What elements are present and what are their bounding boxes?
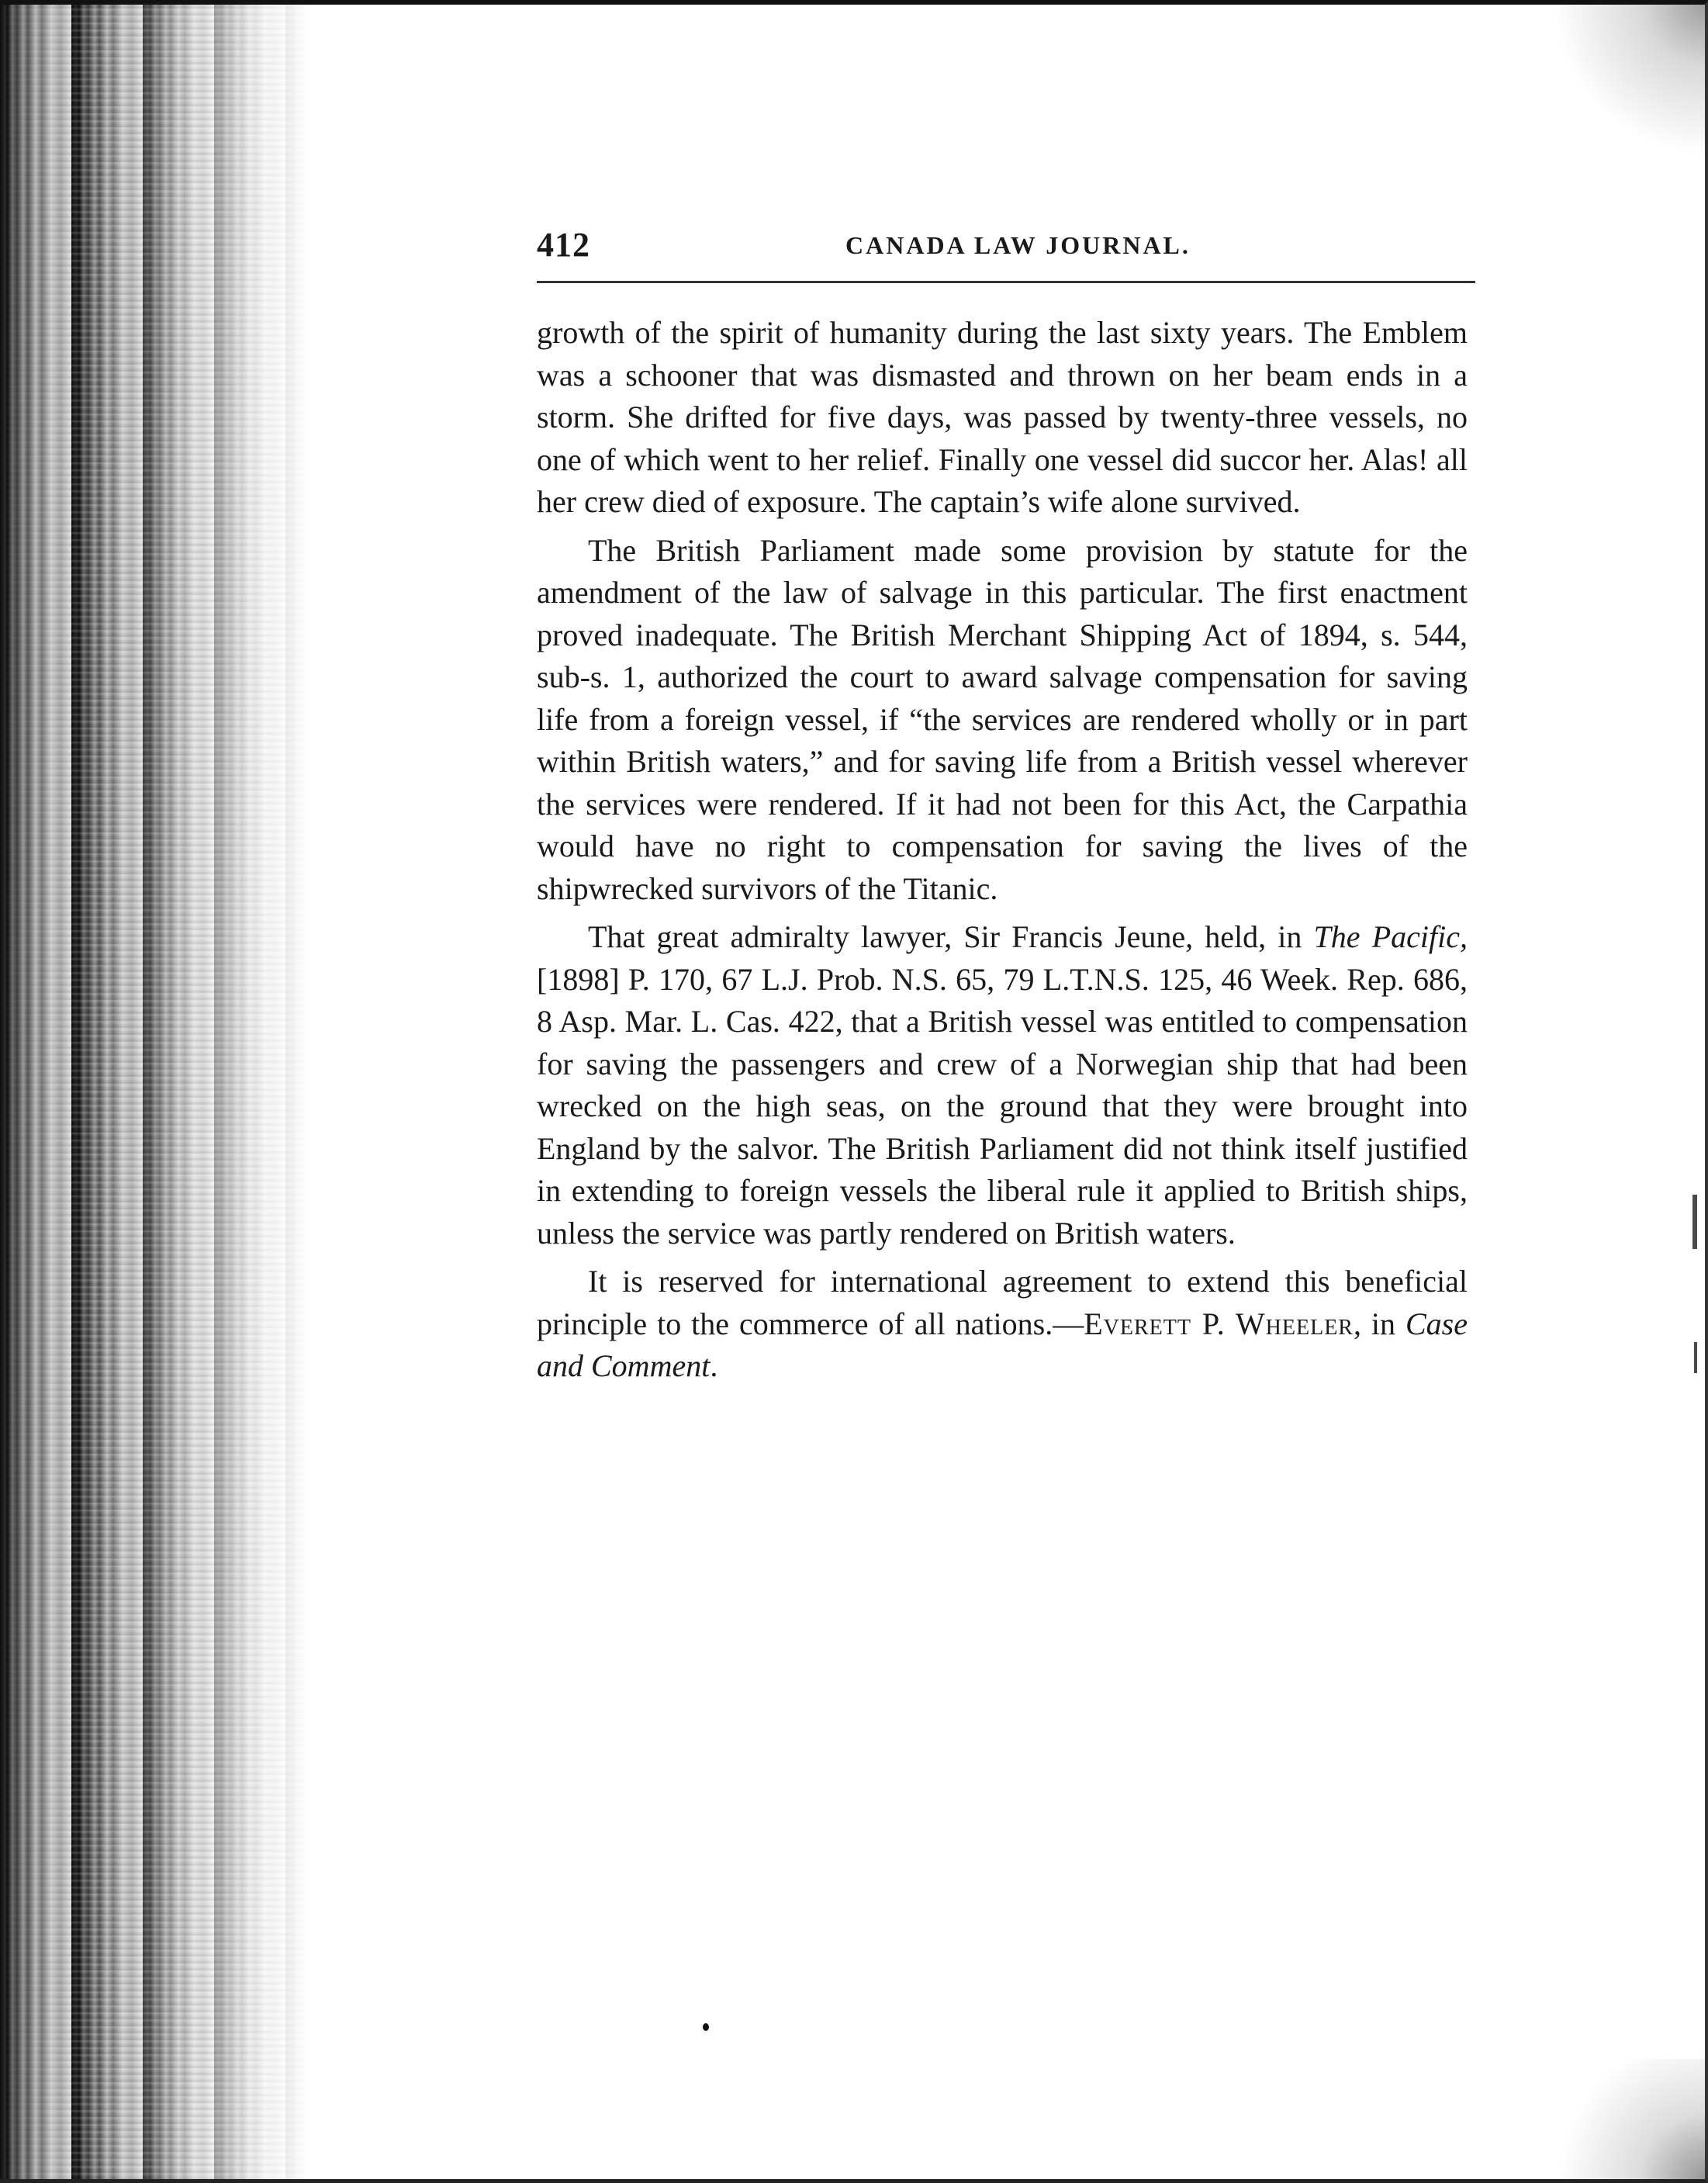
paragraph-3: [537, 916, 1468, 1254]
source-prefix: , in: [1353, 1306, 1405, 1341]
case-name: The Pacific,: [1313, 919, 1468, 954]
source-title: Case and Comment: [537, 1306, 1468, 1383]
paragraph-4: [537, 1261, 1468, 1388]
page-number: 412: [537, 226, 590, 264]
paragraph-4-text: It is reserved for international agreement to extend this beneficial principle to the commerce of all nations.—: [537, 1264, 1468, 1341]
paragraph-3-text: That great admiralty lawyer, Sir Francis Jeune, held, in: [588, 919, 1314, 954]
scan-speck: [703, 2023, 709, 2031]
paragraph-3-citation: [1898] P. 170, 67 L.J. Prob. N.S. 65, 79 L.T.N.S. 125, 46 Week. Rep. 686, 8 Asp. Mar. L. Cas. 422, that a British vessel was entitled to compensation for saving the passengers and crew of a Norwegian ship that had been wrecked on the high seas, on the ground that they were brought into England by the salvor. The British Parliament did not think itself justified in extending to foreign vessels the liberal rule it applied to British ships, unless the service was partly rendered on British waters.: [537, 961, 1468, 1251]
paragraph-1: growth of the spirit of humanity during the last sixty years. The Emblem was a schooner that was dismasted and thrown on her beam ends in a storm. She drifted for five days, was passed by twenty-three vessels, no one of which went to her relief. Finally one vessel did succor her. Alas! all her crew died of exposure. The captain’s wife alone survived.: [537, 315, 1468, 519]
article-body: [537, 312, 1468, 1394]
author-name: Everett P. Wheeler: [1084, 1306, 1354, 1341]
journal-title: CANADA LAW JOURNAL.: [845, 231, 1191, 259]
header-rule: [537, 281, 1475, 283]
paragraph-2: The British Parliament made some provision by statute for the amendment of the law of salvage in this particular. The first enactment proved inadequate. The British Merchant Shipping Act of 1894, s. 544, sub-s. 1, authorized the court to award salvage compensation for saving life from a foreign vessel, if “the services are rendered wholly or in part within British waters,” and for saving life from a British vessel wherever the services were rendered. If it had not been for this Act, the Carpathia would have no right to compensation for saving the lives of the shipwrecked survivors of the Titanic.: [537, 532, 1468, 906]
source-suffix: .: [710, 1348, 718, 1383]
running-head: [537, 225, 1475, 272]
